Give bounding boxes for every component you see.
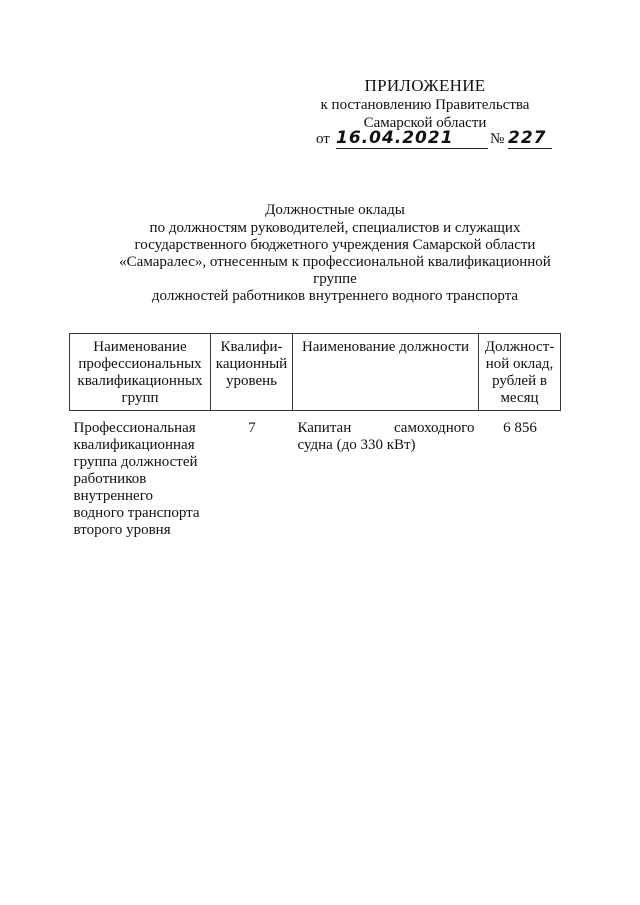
header-qualification-level: Квалифи-кационный уровень [211,334,293,411]
cell-position [293,411,479,540]
header-position-name: Наименование должности [293,334,479,411]
cell-salary: 6 856 [503,420,537,436]
table-row [70,411,561,540]
date-value: 16.04.2021 [336,128,488,149]
heading-line-4: должностей работников внутреннего водного транспорта [151,288,519,304]
cell-group: Профессиональная квалификационная группа должностей работников внутреннего водного транспорта второго уровня [73,420,200,538]
heading-title: Должностные оклады [265,202,405,218]
document-heading [100,202,570,305]
heading-line-3: «Самаралес», отнесенным к профессиональной квалификационной группе [119,254,551,287]
date-number-line [316,128,556,152]
cell-position-line-2: судна (до 330 кВт) [297,437,416,453]
header-group-name: Наименование профессиональных квалификационных групп [70,334,211,411]
cell-level: 7 [248,420,256,436]
cell-position-line-1: Капитан самоходного [297,420,475,436]
number-value: 227 [508,128,552,149]
salary-table [69,333,561,539]
header-salary: Должност-ной оклад, рублей в месяц [479,334,561,411]
date-prefix: от [316,131,330,147]
appendix-line-resolution: к постановлению Правительства [320,97,530,113]
table-header-row [70,334,561,411]
number-prefix: № [490,131,505,147]
appendix-line-region: Самарской области [363,115,487,131]
heading-line-1: по должностям руководителей, специалистов и служащих [149,220,521,236]
appendix-block [300,76,550,132]
heading-line-2: государственного бюджетного учреждения Самарской области [134,237,536,253]
appendix-title: ПРИЛОЖЕНИЕ [364,76,486,95]
